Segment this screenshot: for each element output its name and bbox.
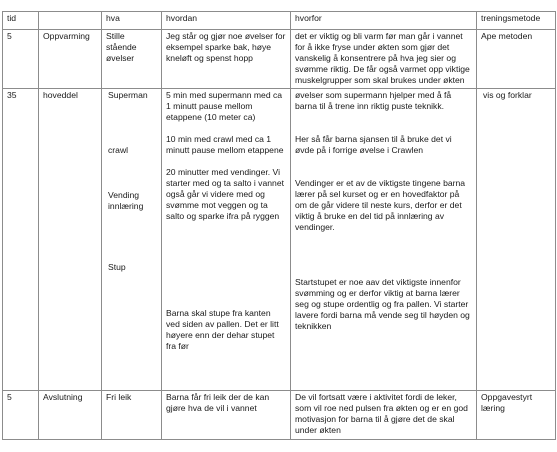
hva-crawl: crawl — [108, 145, 129, 155]
method-cell: Ape metoden — [477, 30, 556, 89]
hvordan-cell — [162, 89, 291, 391]
hvordan-cell — [162, 30, 291, 89]
hvorfor-cell — [291, 391, 477, 440]
hva-cell — [102, 89, 162, 391]
hvorfor-cell — [291, 89, 477, 391]
hvordan-vending: 20 minutter med vendinger. Vi starter med og ta salto i vannet også går vi videre med og svømme mot veggen og ta salto og sparke ifra på ryggen — [166, 167, 284, 221]
hvordan-superman: 5 min med supermann med ca 1 minutt pause mellom etappene (10 meter ca) — [166, 90, 283, 122]
hvordan-text: Jeg står og gjør noe øvelser for eksempel sparke bak, høye kneløft og spenst hopp — [166, 31, 286, 63]
header-hvordan: hvordan — [162, 12, 291, 30]
hvordan-stup: Barna skal stupe fra kanten ved siden av pallen. Det er litt høyere enn der dehar stupet fra før — [166, 308, 279, 351]
header-hva: hva — [102, 12, 162, 30]
activity-cell: hoveddel — [39, 89, 102, 391]
table-row — [3, 30, 556, 89]
activity-cell: Oppvarming — [39, 30, 102, 89]
hvordan-crawl: 10 min med crawl med ca 1 minutt pause mellom etappene — [166, 134, 284, 155]
hva-cell — [102, 30, 162, 89]
table-row — [3, 391, 556, 440]
session-plan-table — [2, 11, 556, 440]
hva-vending: Vending innlæring — [108, 190, 144, 211]
hva-stup: Stup — [108, 262, 126, 272]
hva-text: Fri leik — [106, 392, 132, 402]
method-cell: vis og forklar — [477, 89, 556, 391]
hva-text: Stille stående øvelser — [106, 31, 137, 63]
hvordan-text: Barna får fri leik der de kan gjøre hva de vil i vannet — [166, 392, 270, 413]
table-row — [3, 89, 556, 391]
hva-cell — [102, 391, 162, 440]
tid-cell: 35 — [3, 89, 39, 391]
method-cell: Oppgavestyrt læring — [477, 391, 556, 440]
hvorfor-vending: Vendinger er et av de viktigste tingene barna lærer på sel kurset og er en hovedfaktor på om de går videre til neste kurs, derfor er det viktig å bruke en del tid på innlæring av vendinger. — [295, 178, 466, 232]
hvorfor-text: det er viktig og bli varm før man går i vannet for å ikke fryse under økten som gjør det vanskelig å konsentrere på hva jeg sier og svømme riktig. De får også varmet opp viktige muskelgrupper som skal brukes under økten — [295, 31, 470, 85]
tid-cell: 5 — [3, 30, 39, 89]
hvorfor-stup: Startstupet er noe aav det viktigste innenfor svømming og er derfor viktig at barna lærer seg og stupe ordentlig og fra pallen. Vi starter lavere fordi barna må vende seg til høyden og teknikken — [295, 277, 470, 331]
hvorfor-cell — [291, 30, 477, 89]
header-activity — [39, 12, 102, 30]
hvorfor-text: De vil fortsatt være i aktivitet fordi de leker, som vil roe ned pulsen fra økten og er en god motivasjon for barna til å gjøre det de skal under økten — [295, 392, 468, 435]
hva-superman: Superman — [108, 90, 148, 100]
header-treningsmetode: treningsmetode — [477, 12, 556, 30]
hvorfor-crawl: Her så får barna sjansen til å bruke det vi øvde på i forrige øvelse i Crawlen — [295, 134, 452, 155]
header-tid: tid — [3, 12, 39, 30]
activity-cell: Avslutning — [39, 391, 102, 440]
hvorfor-superman: øvelser som supermann hjelper med å få barna til å trene inn riktig puste teknikk. — [295, 90, 452, 111]
tid-cell: 5 — [3, 391, 39, 440]
header-row — [3, 12, 556, 30]
hvordan-cell — [162, 391, 291, 440]
header-hvorfor: hvorfor — [291, 12, 477, 30]
